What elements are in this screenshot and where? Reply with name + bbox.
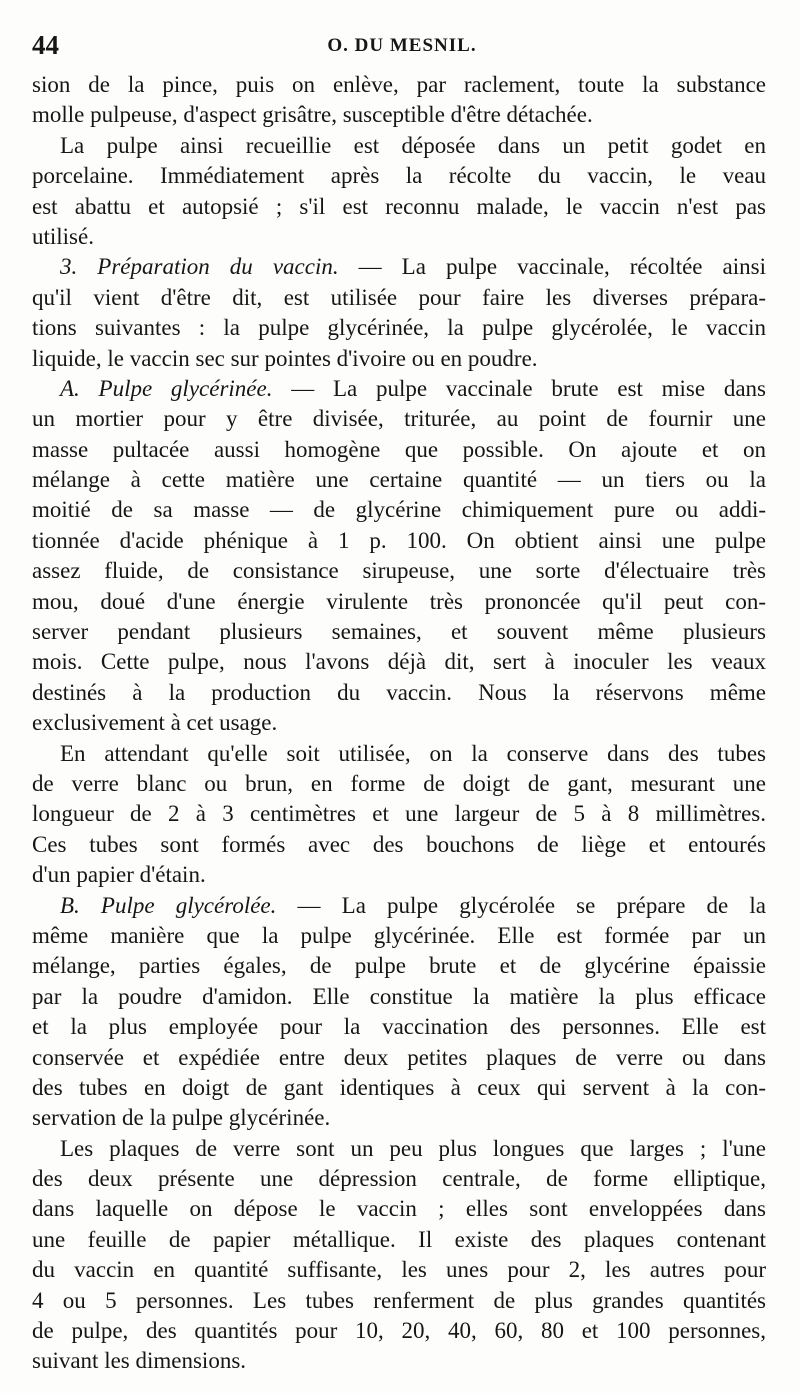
text-line: longueur de 2 à 3 centimètres et une largeur de 5 à 8 millimètres. (32, 801, 766, 827)
text-line: liquide, le vaccin sec sur pointes d'ivoire ou en poudre. (32, 345, 538, 371)
text-line: En attendant qu'elle soit utilisée, on la conserve dans des tubes (60, 740, 766, 766)
text-line: est abattu et autopsié ; s'il est reconnu malade, le vaccin n'est pas (32, 193, 766, 219)
text-line: de pulpe, des quantités pour 10, 20, 40, 60, 80 et 100 personnes, (32, 1318, 766, 1344)
text-line: masse pultacée aussi homogène que possible. On ajoute et on (32, 436, 766, 462)
text-line: Les plaques de verre sont un peu plus longues que larges ; l'une (60, 1135, 766, 1161)
text-line: servation de la pulpe glycérinée. (32, 1105, 331, 1131)
text-line: de verre blanc ou brun, en forme de doigt de gant, mesurant une (32, 770, 766, 796)
text-line: molle pulpeuse, d'aspect grisâtre, susceptible d'être détachée. (32, 102, 593, 128)
text-line: d'un papier d'étain. (32, 862, 206, 888)
text-line: Ces tubes sont formés avec des bouchons de liège et entourés (32, 831, 766, 857)
text-line: destinés à la production du vaccin. Nous la réservons même (32, 679, 766, 705)
page-number: 44 (32, 30, 59, 60)
text-line: mou, doué d'une énergie virulente très prononcée qu'il peut con- (32, 588, 766, 614)
text-line: des deux présente une dépression centrale, de forme elliptique, (32, 1166, 766, 1192)
body-text (32, 70, 766, 1377)
text-line: qu'il vient d'être dit, est utilisée pour faire les diverses prépara- (32, 284, 766, 310)
text-line: du vaccin en quantité suffisante, les unes pour 2, les autres pour (32, 1257, 766, 1283)
line-text: — La pulpe glycérolée se prépare de la (276, 892, 766, 918)
text-line: dans laquelle on dépose le vaccin ; elles sont enveloppées dans (32, 1196, 766, 1222)
running-head: O. DU MESNIL. (327, 35, 477, 56)
text-line: porcelaine. Immédiatement après la récolte du vaccin, le veau (32, 163, 766, 189)
text-line (32, 252, 766, 282)
text-line (32, 374, 766, 404)
text-line: même manière que la pulpe glycérinée. Elle est formée par un (32, 922, 766, 948)
section-title: B. Pulpe glycérolée. (60, 892, 277, 918)
text-line: suivant les dimensions. (32, 1348, 247, 1374)
text-line: mélange à cette matière une certaine quantité — un tiers ou la (32, 467, 766, 493)
text-line: par la poudre d'amidon. Elle constitue la matière la plus efficace (32, 983, 766, 1009)
line-text: — La pulpe vaccinale brute est mise dans (272, 375, 766, 401)
text-line: tionnée d'acide phénique à 1 p. 100. On obtient ainsi une pulpe (32, 527, 766, 553)
text-line: des tubes en doigt de gant identiques à ceux qui servent à la con- (32, 1074, 766, 1100)
text-line: La pulpe ainsi recueillie est déposée dans un petit godet en (60, 132, 766, 158)
text-line: mois. Cette pulpe, nous l'avons déjà dit, sert à inoculer les veaux (32, 649, 766, 675)
page-header (32, 30, 772, 66)
section-title: A. Pulpe glycérinée. (60, 375, 273, 401)
text-line: assez fluide, de consistance sirupeuse, une sorte d'électuaire très (32, 558, 766, 584)
text-line: sion de la pince, puis on enlève, par raclement, toute la substance (32, 72, 766, 97)
text-line: un mortier pour y être divisée, triturée, au point de fournir une (32, 406, 766, 432)
text-line: conservée et expédiée entre deux petites plaques de verre ou dans (32, 1044, 766, 1070)
text-line: mélange, parties égales, de pulpe brute et de glycérine épaissie (32, 953, 766, 979)
text-line: 4 ou 5 personnes. Les tubes renferment de plus grandes quantités (32, 1287, 766, 1313)
text-line: une feuille de papier métallique. Il existe des plaques contenant (32, 1226, 766, 1252)
text-line: server pendant plusieurs semaines, et souvent même plusieurs (32, 619, 766, 645)
text-line: moitié de sa masse — de glycérine chimiquement pure ou addi- (32, 497, 766, 523)
section-title: 3. Préparation du vaccin. (60, 254, 339, 280)
text-line: tions suivantes : la pulpe glycérinée, la pulpe glycérolée, le vaccin (32, 315, 766, 341)
text-line: et la plus employée pour la vaccination des personnes. Elle est (32, 1014, 766, 1040)
text-line: exclusivement à cet usage. (32, 710, 278, 736)
text-line (32, 891, 766, 921)
text-line: utilisé. (32, 223, 94, 249)
line-text: — La pulpe vaccinale, récoltée ainsi (338, 254, 766, 280)
